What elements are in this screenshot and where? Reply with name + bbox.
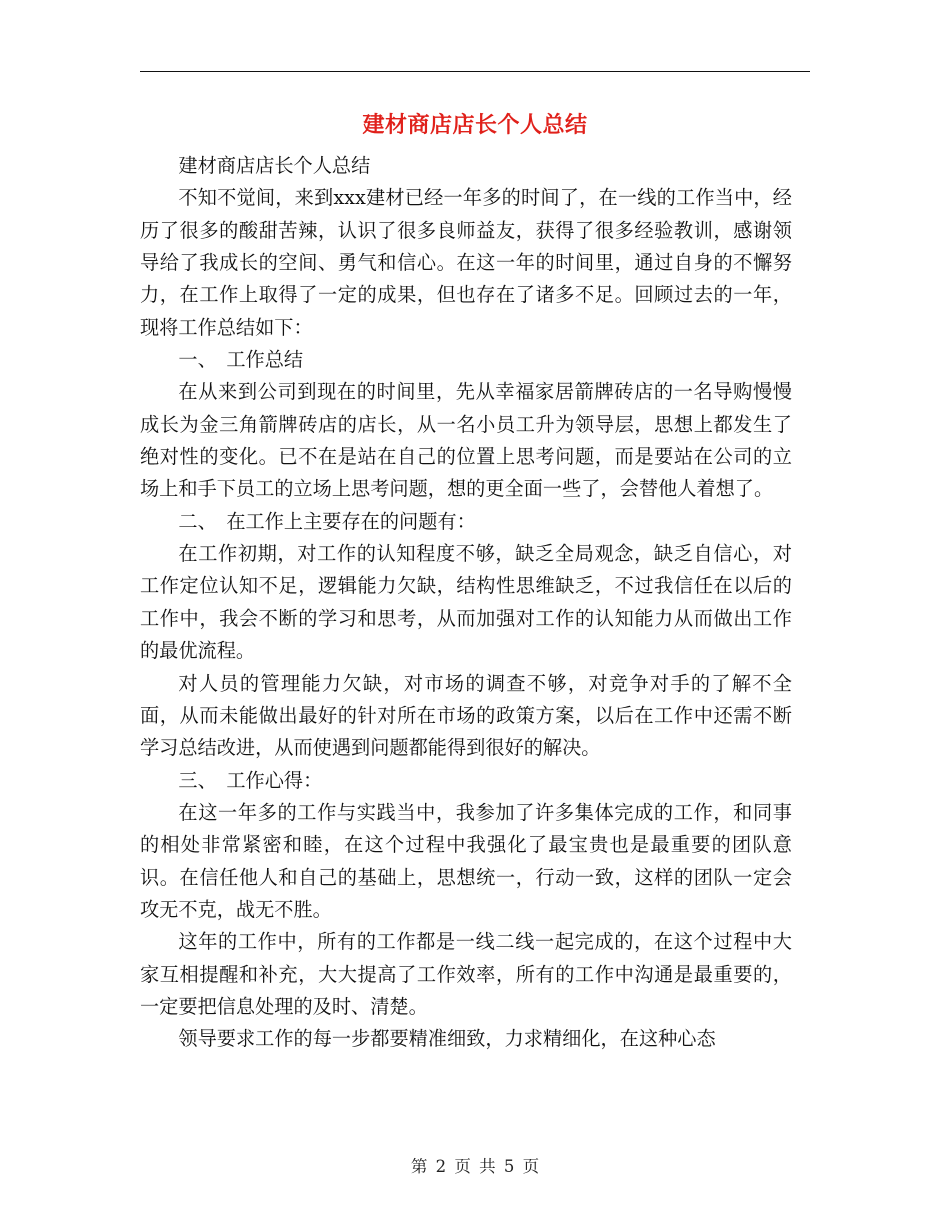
paragraph-work-summary: 在从来到公司到现在的时间里，先从幸福家居箭牌砖店的一名导购慢慢成长为金三角箭牌砖店的店长，从一名小员工升为领导层，思想上都发生了绝对性的变化。已不在是站在自己的位置上思考问题，而是要站在公司的立场上和手下员工的立场上思考问题，想的更全面一些了，会替他人着想了。 bbox=[140, 380, 792, 501]
paragraph-problem-2: 对人员的管理能力欠缺，对市场的调查不够，对竞争对手的了解不全面，从而未能做出最好的针对所在市场的政策方案，以后在工作中还需不断学习总结改进，从而使遇到问题都能得到很好的解决。 bbox=[140, 671, 792, 760]
document-body bbox=[140, 150, 792, 1056]
section-heading-insights: 三、 工作心得： bbox=[178, 768, 323, 792]
header-rule bbox=[140, 71, 810, 72]
section-heading-work-summary: 一、 工作总结 bbox=[178, 348, 304, 372]
page-number: 第 2 页 共 5 页 bbox=[410, 1157, 540, 1176]
paragraph-insight-1: 在这一年多的工作与实践当中，我参加了许多集体完成的工作，和同事的相处非常紧密和睦，在这个过程中我强化了最宝贵也是最重要的团队意识。在信任他人和自己的基础上，思想统一，行动一致，这样的团队一定会攻无不克，战无不胜。 bbox=[140, 800, 792, 921]
paragraph-problem-1: 在工作初期，对工作的认知程度不够，缺乏全局观念，缺乏自信心，对工作定位认知不足，逻辑能力欠缺，结构性思维缺乏，不过我信任在以后的工作中，我会不断的学习和思考，从而加强对工作的认知能力从而做出工作的最优流程。 bbox=[140, 542, 792, 663]
paragraph-insight-3: 领导要求工作的每一步都要精准细致，力求精细化，在这种心态 bbox=[178, 1027, 716, 1051]
paragraph-subtitle: 建材商店店长个人总结 bbox=[178, 154, 371, 177]
paragraph-insight-2: 这年的工作中，所有的工作都是一线二线一起完成的，在这个过程中大家互相提醒和补充，大大提高了工作效率，所有的工作中沟通是最重要的，一定要把信息处理的及时、清楚。 bbox=[140, 930, 792, 1018]
paragraph-intro: 不知不觉间，来到xxx建材已经一年多的时间了，在一线的工作当中，经历了很多的酸甜苦辣，认识了很多良师益友，获得了很多经验教训，感谢领导给了我成长的空间、勇气和信心。在这一年的时间里，通过自身的不懈努力，在工作上取得了一定的成果，但也存在了诸多不足。回顾过去的一年，现将工作总结如下： bbox=[140, 186, 792, 339]
section-heading-problems: 二、 在工作上主要存在的问题有： bbox=[178, 509, 476, 533]
document-title: 建材商店店长个人总结 bbox=[362, 113, 588, 138]
